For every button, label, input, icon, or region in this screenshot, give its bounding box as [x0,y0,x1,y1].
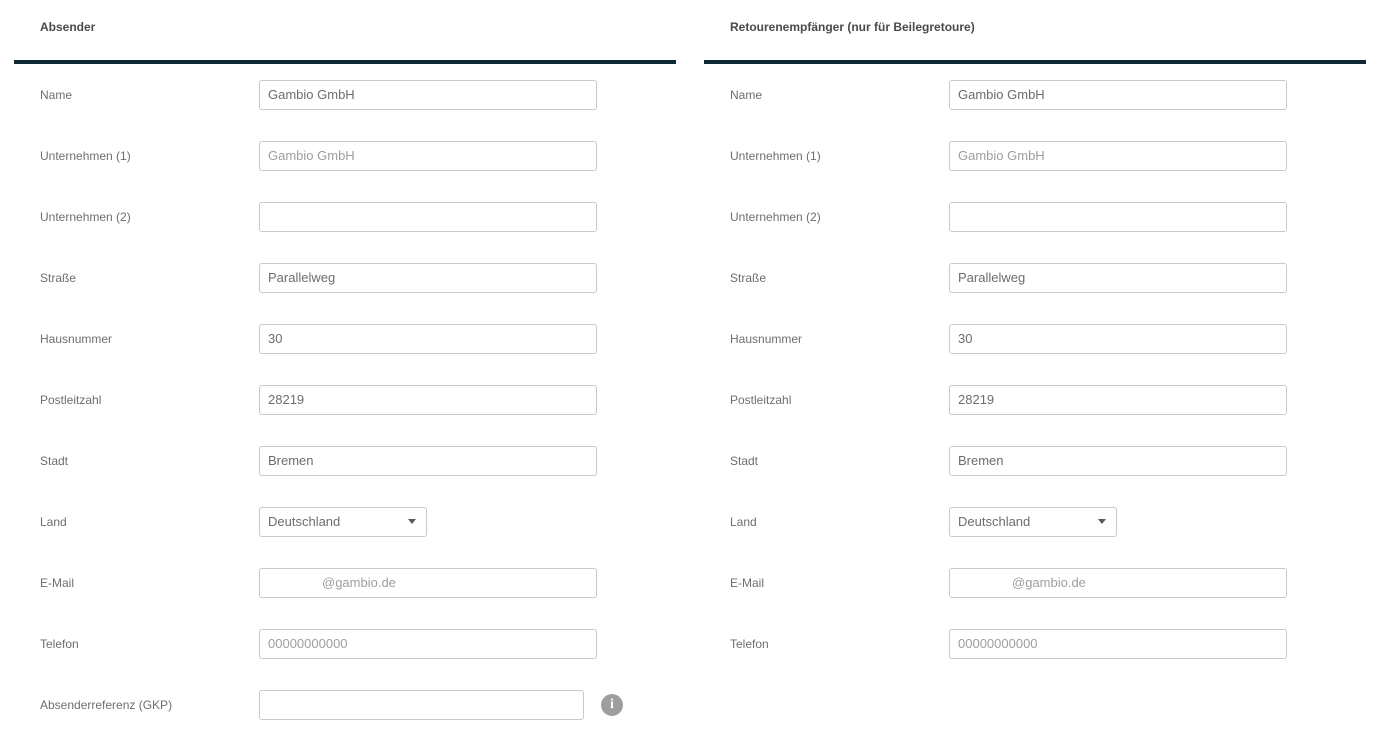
form-row-unternehmen-2 [704,186,1366,247]
form-row-unternehmen-1 [704,125,1366,186]
field-label-telefon: Telefon [40,636,79,651]
form-row-land [14,491,676,552]
unternehmen-2-input[interactable] [259,202,597,232]
field-label-hausnummer: Hausnummer [40,331,113,346]
land-select[interactable] [949,507,1117,537]
retourenempfaenger-fields [704,64,1366,674]
email-input[interactable] [259,568,597,598]
form-row-strasse [704,247,1366,308]
form-row-hausnummer [704,308,1366,369]
unternehmen-1-input[interactable] [259,141,597,171]
field-label-absenderreferenz-gkp: Absenderreferenz (GKP) [40,697,173,712]
form-row-name [704,64,1366,125]
telefon-input[interactable] [949,629,1287,659]
form-row-stadt [14,430,676,491]
chevron-down-icon [1098,519,1106,524]
section-title-retourenempfaenger: Retourenempfänger (nur für Beilegretoure) [730,20,975,34]
field-label-postleitzahl: Postleitzahl [730,392,792,407]
strasse-input[interactable] [949,263,1287,293]
info-icon[interactable]: i [601,694,623,716]
form-row-email [14,552,676,613]
chevron-down-icon [408,519,416,524]
field-label-postleitzahl: Postleitzahl [40,392,102,407]
section-absender [14,14,676,735]
land-select[interactable] [259,507,427,537]
land-select-value: Deutschland [268,514,341,529]
field-label-email: E-Mail [40,575,75,590]
email-input[interactable] [949,568,1287,598]
land-select-value: Deutschland [958,514,1031,529]
field-label-stadt: Stadt [730,453,759,468]
absender-fields [14,64,676,735]
telefon-input[interactable] [259,629,597,659]
field-label-stadt: Stadt [40,453,69,468]
field-label-unternehmen-1: Unternehmen (1) [730,148,821,163]
field-label-email: E-Mail [730,575,765,590]
postleitzahl-input[interactable] [259,385,597,415]
form-row-name [14,64,676,125]
form-row-unternehmen-1 [14,125,676,186]
name-input[interactable] [259,80,597,110]
field-label-land: Land [730,514,757,529]
field-label-name: Name [730,87,763,102]
section-title-absender: Absender [40,20,96,34]
field-label-name: Name [40,87,73,102]
strasse-input[interactable] [259,263,597,293]
field-label-unternehmen-2: Unternehmen (2) [730,209,821,224]
form-row-strasse [14,247,676,308]
form-row-postleitzahl [14,369,676,430]
postleitzahl-input[interactable] [949,385,1287,415]
hausnummer-input[interactable] [949,324,1287,354]
unternehmen-1-input[interactable] [949,141,1287,171]
form-row-absenderreferenz-gkp [14,674,676,735]
field-label-strasse: Straße [730,270,767,285]
form-row-hausnummer [14,308,676,369]
field-label-hausnummer: Hausnummer [730,331,803,346]
name-input[interactable] [949,80,1287,110]
form-row-telefon [704,613,1366,674]
section-retourenempfaenger [704,14,1366,735]
form-row-land [704,491,1366,552]
stadt-input[interactable] [259,446,597,476]
form-row-postleitzahl [704,369,1366,430]
field-label-strasse: Straße [40,270,77,285]
hausnummer-input[interactable] [259,324,597,354]
field-label-land: Land [40,514,67,529]
stadt-input[interactable] [949,446,1287,476]
absenderreferenz-gkp-input[interactable] [259,690,584,720]
form-row-email [704,552,1366,613]
field-label-telefon: Telefon [730,636,769,651]
form-row-unternehmen-2 [14,186,676,247]
form-row-stadt [704,430,1366,491]
form-row-telefon [14,613,676,674]
field-label-unternehmen-1: Unternehmen (1) [40,148,131,163]
field-label-unternehmen-2: Unternehmen (2) [40,209,131,224]
unternehmen-2-input[interactable] [949,202,1287,232]
